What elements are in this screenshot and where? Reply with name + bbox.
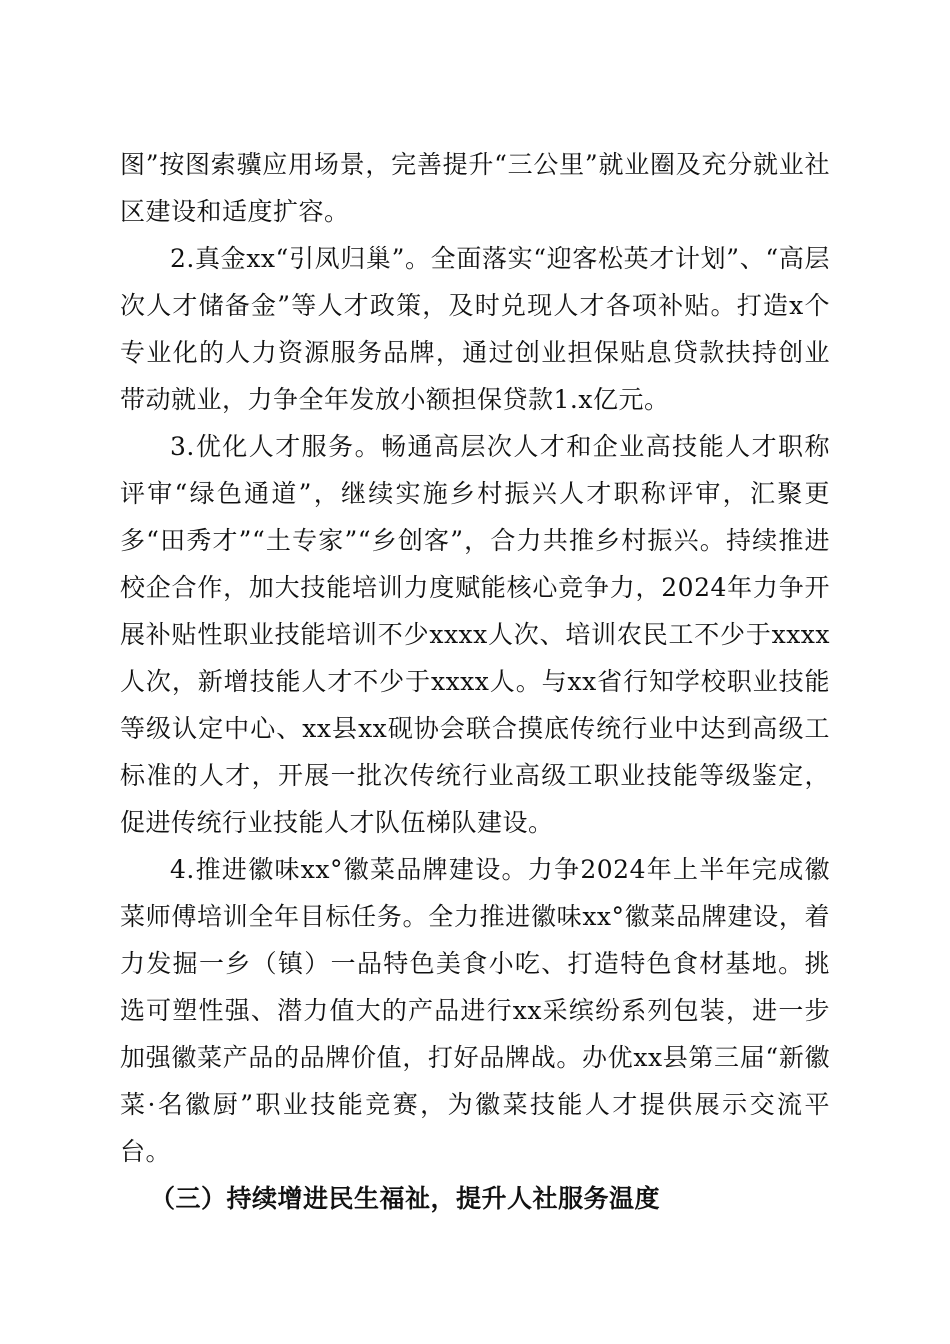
paragraph-item-4: 4.推进徽味xx°徽菜品牌建设。力争2024年上半年完成徽菜师傅培训全年目标任务。全力推进徽味xx°徽菜品牌建设，着力发掘一乡（镇）一品特色美食小吃、打造特色食材基地。挑选可塑性强、潜力值大的产品进行xx采缤纷系列包装，进一步加强徽菜产品的品牌价值，打好品牌战。办优xx县第三届“新徽菜·名徽厨”职业技能竞赛，为徽菜技能人才提供展示交流平台。	[120, 855, 830, 1166]
paragraph-continuation: 图”按图索骥应用场景，完善提升“三公里”就业圈及充分就业社区建设和适度扩容。	[120, 150, 830, 226]
section-heading: （三）持续增进民生福祉，提升人社服务温度	[150, 1184, 661, 1213]
document-body	[120, 141, 830, 1222]
paragraph-item-2: 2.真金xx“引凤归巢”。全面落实“迎客松英才计划”、“高层次人才储备金”等人才政策，及时兑现人才各项补贴。打造x个专业化的人力资源服务品牌，通过创业担保贴息贷款扶持创业带动就业，力争全年发放小额担保贷款1.x亿元。	[120, 244, 830, 414]
paragraph-item-3: 3.优化人才服务。畅通高层次人才和企业高技能人才职称评审“绿色通道”，继续实施乡村振兴人才职称评审，汇聚更多“田秀才”“土专家”“乡创客”，合力共推乡村振兴。持续推进校企合作，加大技能培训力度赋能核心竞争力，2024年力争开展补贴性职业技能培训不少xxxx人次、培训农民工不少于xxxx人次，新增技能人才不少于xxxx人。与xx省行知学校职业技能等级认定中心、xx县xx砚协会联合摸底传统行业中达到高级工标准的人才，开展一批次传统行业高级工职业技能等级鉴定，促进传统行业技能人才队伍梯队建设。	[120, 432, 830, 837]
